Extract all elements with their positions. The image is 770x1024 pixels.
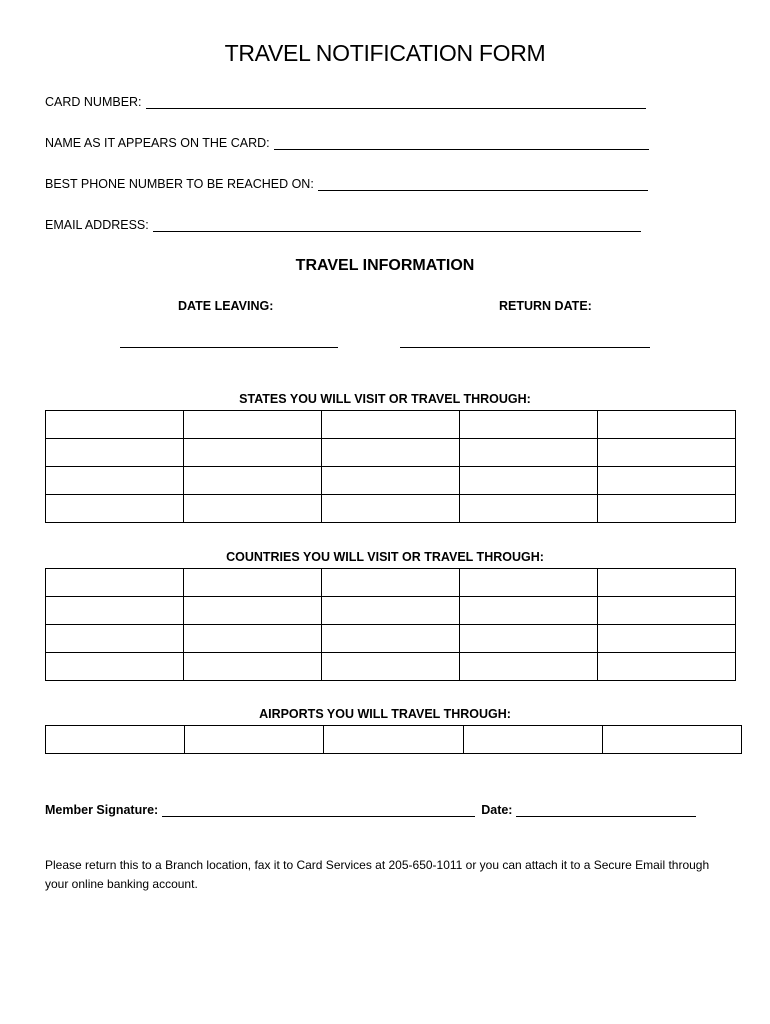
member-signature-label: Member Signature:	[45, 803, 159, 817]
email-label: EMAIL ADDRESS:	[45, 218, 149, 232]
table-cell[interactable]	[46, 439, 184, 467]
table-cell[interactable]	[46, 653, 184, 681]
travel-information-heading: TRAVEL INFORMATION	[295, 257, 475, 274]
table-cell[interactable]	[598, 569, 736, 597]
table-cell[interactable]	[184, 625, 322, 653]
table-cell[interactable]	[602, 726, 741, 754]
table-cell[interactable]	[322, 653, 460, 681]
table-cell[interactable]	[598, 625, 736, 653]
phone-field[interactable]	[318, 176, 648, 191]
name-on-card-field[interactable]	[274, 135, 649, 150]
table-cell[interactable]	[46, 411, 184, 439]
table-cell[interactable]	[598, 495, 736, 523]
form-title: TRAVEL NOTIFICATION FORM	[224, 40, 546, 66]
table-cell[interactable]	[184, 439, 322, 467]
phone-row	[45, 171, 648, 191]
states-table	[45, 410, 736, 523]
table-cell[interactable]	[185, 726, 324, 754]
card-number-row	[45, 89, 646, 109]
card-number-field[interactable]	[146, 94, 646, 109]
table-row	[46, 411, 736, 439]
table-cell[interactable]	[46, 625, 184, 653]
table-cell[interactable]	[322, 439, 460, 467]
signature-date-label: Date:	[481, 803, 513, 817]
table-row	[46, 625, 736, 653]
name-on-card-row	[45, 130, 649, 150]
table-cell[interactable]	[460, 439, 598, 467]
table-cell[interactable]	[46, 597, 184, 625]
table-cell[interactable]	[460, 569, 598, 597]
table-cell[interactable]	[460, 467, 598, 495]
table-cell[interactable]	[322, 569, 460, 597]
table-cell[interactable]	[598, 467, 736, 495]
table-cell[interactable]	[184, 467, 322, 495]
table-row	[46, 726, 742, 754]
table-cell[interactable]	[184, 653, 322, 681]
table-row	[46, 495, 736, 523]
table-cell[interactable]	[598, 411, 736, 439]
table-cell[interactable]	[184, 597, 322, 625]
table-cell[interactable]	[322, 467, 460, 495]
table-row	[46, 653, 736, 681]
name-on-card-label: NAME AS IT APPEARS ON THE CARD:	[45, 136, 270, 150]
table-cell[interactable]	[46, 467, 184, 495]
email-row	[45, 212, 641, 232]
table-cell[interactable]	[598, 653, 736, 681]
airports-table	[45, 725, 742, 754]
table-cell[interactable]	[46, 569, 184, 597]
table-row	[46, 569, 736, 597]
member-signature-field[interactable]	[162, 802, 475, 817]
table-cell[interactable]	[322, 411, 460, 439]
table-cell[interactable]	[460, 625, 598, 653]
date-leaving-field[interactable]	[120, 347, 338, 348]
table-cell[interactable]	[460, 597, 598, 625]
return-date-label: RETURN DATE:	[499, 299, 592, 313]
table-cell[interactable]	[184, 411, 322, 439]
signature-row	[45, 797, 696, 817]
states-table-caption: STATES YOU WILL VISIT OR TRAVEL THROUGH:	[239, 392, 531, 406]
table-cell[interactable]	[324, 726, 463, 754]
table-cell[interactable]	[460, 411, 598, 439]
table-cell[interactable]	[46, 495, 184, 523]
table-cell[interactable]	[322, 495, 460, 523]
table-cell[interactable]	[463, 726, 602, 754]
countries-table	[45, 568, 736, 681]
table-cell[interactable]	[460, 653, 598, 681]
date-leaving-label: DATE LEAVING:	[178, 299, 274, 313]
card-number-label: CARD NUMBER:	[45, 95, 142, 109]
table-cell[interactable]	[322, 625, 460, 653]
countries-table-caption: COUNTRIES YOU WILL VISIT OR TRAVEL THROUGH:	[226, 550, 544, 564]
table-row	[46, 597, 736, 625]
email-field[interactable]	[153, 217, 641, 232]
table-cell[interactable]	[322, 597, 460, 625]
table-cell[interactable]	[460, 495, 598, 523]
table-row	[46, 467, 736, 495]
return-instructions: Please return this to a Branch location, fax it to Card Services at 205-650-1011 or you can attach it to a Secure Email through your online banking account.	[45, 858, 710, 891]
table-cell[interactable]	[46, 726, 185, 754]
return-date-field[interactable]	[400, 347, 650, 348]
table-cell[interactable]	[598, 439, 736, 467]
table-row	[46, 439, 736, 467]
signature-date-field[interactable]	[516, 802, 696, 817]
table-cell[interactable]	[598, 597, 736, 625]
table-cell[interactable]	[184, 569, 322, 597]
airports-table-caption: AIRPORTS YOU WILL TRAVEL THROUGH:	[259, 707, 511, 721]
table-cell[interactable]	[184, 495, 322, 523]
phone-label: BEST PHONE NUMBER TO BE REACHED ON:	[45, 177, 314, 191]
